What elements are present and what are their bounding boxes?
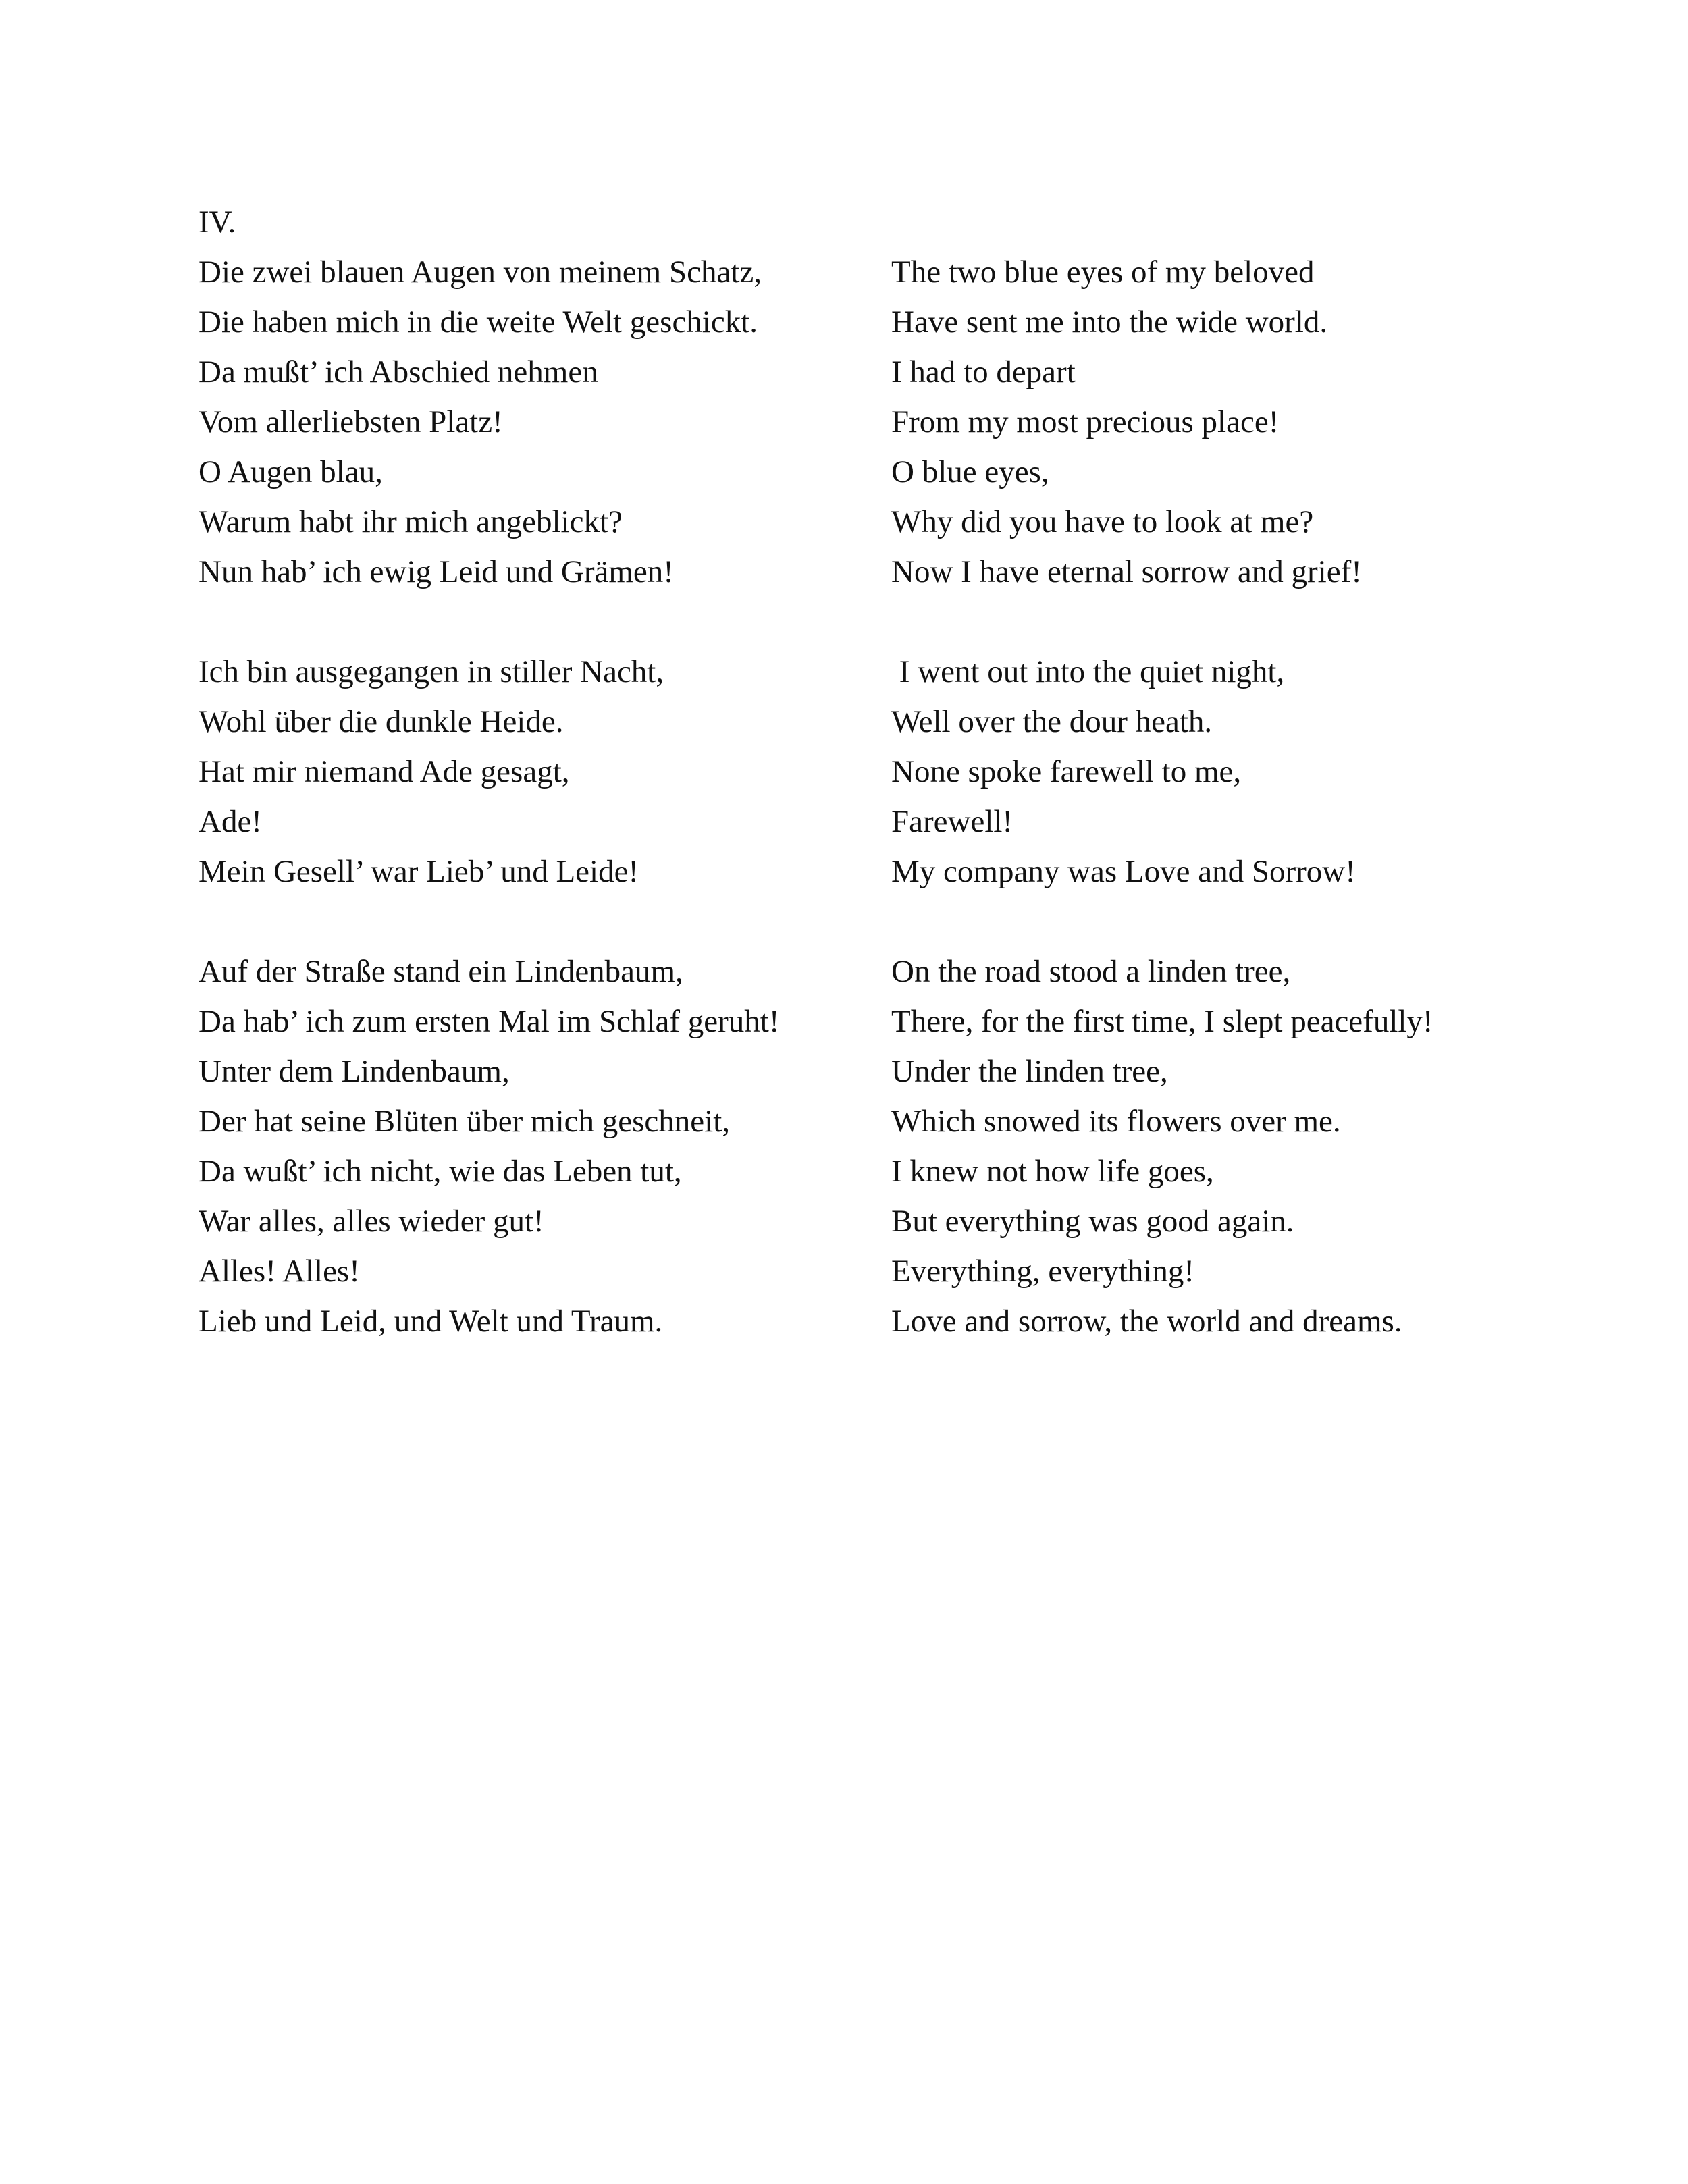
verse-line: Vom allerliebsten Platz! <box>199 404 503 440</box>
verse-line: Love and sorrow, the world and dreams. <box>891 1304 1402 1339</box>
verse-line: Which snowed its flowers over me. <box>891 1104 1341 1139</box>
verse-line: Nun hab’ ich ewig Leid und Grämen! <box>199 554 674 589</box>
english-stanza-3 <box>891 947 1566 1346</box>
verse-line: But everything was good again. <box>891 1204 1294 1239</box>
verse-line: Der hat seine Blüten über mich geschneit, <box>199 1104 730 1139</box>
verse-line: Warum habt ihr mich angeblickt? <box>199 504 623 539</box>
verse-line: Auf der Straße stand ein Lindenbaum, <box>199 954 683 989</box>
section-number: IV. <box>199 205 236 240</box>
english-translation-column <box>891 247 1566 1396</box>
german-stanza-1 <box>199 247 874 597</box>
verse-line: Da hab’ ich zum ersten Mal im Schlaf geruht! <box>199 1004 780 1039</box>
verse-line: I went out into the quiet night, <box>891 654 1285 689</box>
verse-line: Now I have eternal sorrow and grief! <box>891 554 1362 589</box>
verse-line: War alles, alles wieder gut! <box>199 1204 544 1239</box>
german-stanza-2 <box>199 647 874 897</box>
verse-line: O blue eyes, <box>891 454 1049 489</box>
verse-line: Well over the dour heath. <box>891 704 1213 739</box>
verse-line: Ich bin ausgegangen in stiller Nacht, <box>199 654 664 689</box>
verse-line: Have sent me into the wide world. <box>891 304 1328 340</box>
verse-line: On the road stood a linden tree, <box>891 954 1291 989</box>
verse-line: Die haben mich in die weite Welt geschickt. <box>199 304 758 340</box>
verse-line: Da wußt’ ich nicht, wie das Leben tut, <box>199 1154 682 1189</box>
verse-line: Da mußt’ ich Abschied nehmen <box>199 354 598 390</box>
verse-line: I knew not how life goes, <box>891 1154 1214 1189</box>
verse-line: None spoke farewell to me, <box>891 754 1242 789</box>
verse-line: Lieb und Leid, und Welt und Traum. <box>199 1304 663 1339</box>
verse-line: Mein Gesell’ war Lieb’ und Leide! <box>199 854 639 889</box>
verse-line: Farewell! <box>891 804 1013 839</box>
english-stanza-1 <box>891 247 1566 597</box>
verse-line: Wohl über die dunkle Heide. <box>199 704 564 739</box>
verse-line: Everything, everything! <box>891 1254 1194 1289</box>
verse-line: O Augen blau, <box>199 454 383 489</box>
verse-line: Die zwei blauen Augen von meinem Schatz, <box>199 255 762 290</box>
verse-line: Why did you have to look at me? <box>891 504 1314 539</box>
verse-line: From my most precious place! <box>891 404 1280 440</box>
verse-line: The two blue eyes of my beloved <box>891 255 1315 290</box>
verse-line: Under the linden tree, <box>891 1054 1168 1089</box>
german-stanza-3 <box>199 947 874 1346</box>
verse-line: Ade! <box>199 804 262 839</box>
verse-line: There, for the first time, I slept peacefully! <box>891 1004 1433 1039</box>
verse-line: Unter dem Lindenbaum, <box>199 1054 510 1089</box>
english-stanza-2 <box>891 647 1566 897</box>
verse-line: Hat mir niemand Ade gesagt, <box>199 754 570 789</box>
german-text-column <box>199 247 874 1396</box>
verse-line: Alles! Alles! <box>199 1254 360 1289</box>
verse-line: My company was Love and Sorrow! <box>891 854 1356 889</box>
verse-line: I had to depart <box>891 354 1076 390</box>
